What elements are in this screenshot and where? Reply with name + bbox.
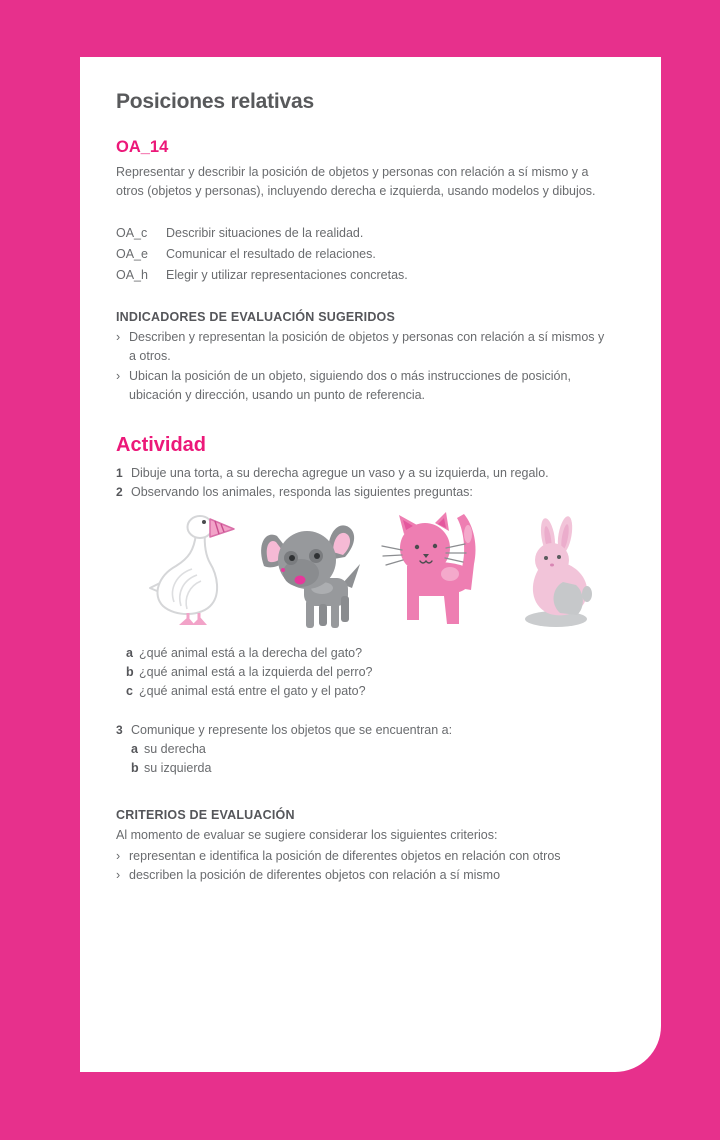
item-text: Observando los animales, responda las siguientes preguntas: xyxy=(131,485,473,499)
subitem-letter: a xyxy=(131,741,138,756)
question-text: ¿qué animal está a la izquierda del perro? xyxy=(139,664,373,679)
question-letter: c xyxy=(126,683,133,698)
activity-item-1 xyxy=(116,464,611,483)
bullet-text: representan e identifica la posición de diferentes objetos en relación con otros xyxy=(129,848,561,863)
item-text: Comunique y represente los objetos que se encuentran a: xyxy=(131,722,453,737)
questions-list xyxy=(126,644,611,701)
oa-description: Representar y describir la posición de objetos y personas con relación a sí mismo y a otros (objetos y personas), incluyendo derecha e izquierda, usando modelos y dibujos. xyxy=(116,165,596,198)
item-number: 1 xyxy=(116,466,123,481)
item-number: 3 xyxy=(116,722,123,737)
list-item xyxy=(116,244,611,265)
question-text: ¿qué animal está a la derecha del gato? xyxy=(139,645,363,660)
question-text: ¿qué animal está entre el gato y el pato? xyxy=(139,683,366,698)
bullet-icon: › xyxy=(116,868,121,883)
criteria-section xyxy=(116,808,611,886)
oa-heading: OA_14 xyxy=(116,138,169,156)
goose-illustration xyxy=(144,512,240,630)
oa-text: Comunicar el resultado de relaciones. xyxy=(166,246,376,261)
item3-subitems xyxy=(131,740,611,778)
oa-list xyxy=(116,223,611,285)
question-b xyxy=(126,663,611,682)
question-c xyxy=(126,682,611,701)
list-item xyxy=(116,866,611,885)
list-item xyxy=(116,847,611,866)
oa-code: OA_c xyxy=(116,226,148,240)
oa-text: Elegir y utilizar representaciones concretas. xyxy=(166,267,408,282)
activity-item-3 xyxy=(116,721,611,778)
dog-illustration xyxy=(256,512,364,630)
list-item xyxy=(116,367,611,405)
oa-text: Describir situaciones de la realidad. xyxy=(166,226,364,240)
indicators-section xyxy=(116,310,611,404)
criteria-list xyxy=(116,847,611,886)
oa-code: OA_e xyxy=(116,246,148,261)
bullet-icon: › xyxy=(116,368,121,383)
bullet-text: Ubican la posición de un objeto, siguiendo dos o más instrucciones de posición, ubicación y dirección, usando un punto de referencia. xyxy=(129,368,571,402)
worksheet-card xyxy=(80,57,661,1072)
list-item xyxy=(116,223,611,244)
bullet-text: Describen y representan la posición de objetos y personas con relación a sí mismos y a otros. xyxy=(129,330,605,363)
bullet-icon: › xyxy=(116,848,121,863)
bullet-text: describen la posición de diferentes objetos con relación a sí mismo xyxy=(129,868,501,883)
question-a xyxy=(126,644,611,663)
animals-illustration-row xyxy=(144,508,611,630)
question-letter: b xyxy=(126,664,134,679)
criteria-intro: Al momento de evaluar se sugiere considerar los siguientes criterios: xyxy=(116,827,498,842)
subitem-b xyxy=(131,759,611,778)
oa-code: OA_h xyxy=(116,267,148,282)
page-title: Posiciones relativas xyxy=(116,90,314,113)
item-text: Dibuje una torta, a su derecha agregue un vaso y a su izquierda, un regalo. xyxy=(131,466,549,481)
list-item xyxy=(116,328,611,366)
criteria-heading: CRITERIOS DE EVALUACIÓN xyxy=(116,807,295,822)
cat-illustration xyxy=(380,508,494,630)
oa-section xyxy=(116,138,611,285)
subitem-text: su izquierda xyxy=(144,760,212,775)
bullet-icon: › xyxy=(116,330,121,345)
indicators-list xyxy=(116,328,611,404)
rabbit-illustration xyxy=(510,512,598,630)
question-letter: a xyxy=(126,645,133,660)
indicators-heading: INDICADORES DE EVALUACIÓN SUGERIDOS xyxy=(116,310,396,325)
subitem-text: su derecha xyxy=(144,741,206,756)
item-number: 2 xyxy=(116,485,123,499)
activity-heading: Actividad xyxy=(116,434,207,457)
activity-section xyxy=(116,434,611,777)
list-item xyxy=(116,265,611,286)
activity-item-2 xyxy=(116,483,611,502)
subitem-a xyxy=(131,740,611,759)
subitem-letter: b xyxy=(131,760,139,775)
